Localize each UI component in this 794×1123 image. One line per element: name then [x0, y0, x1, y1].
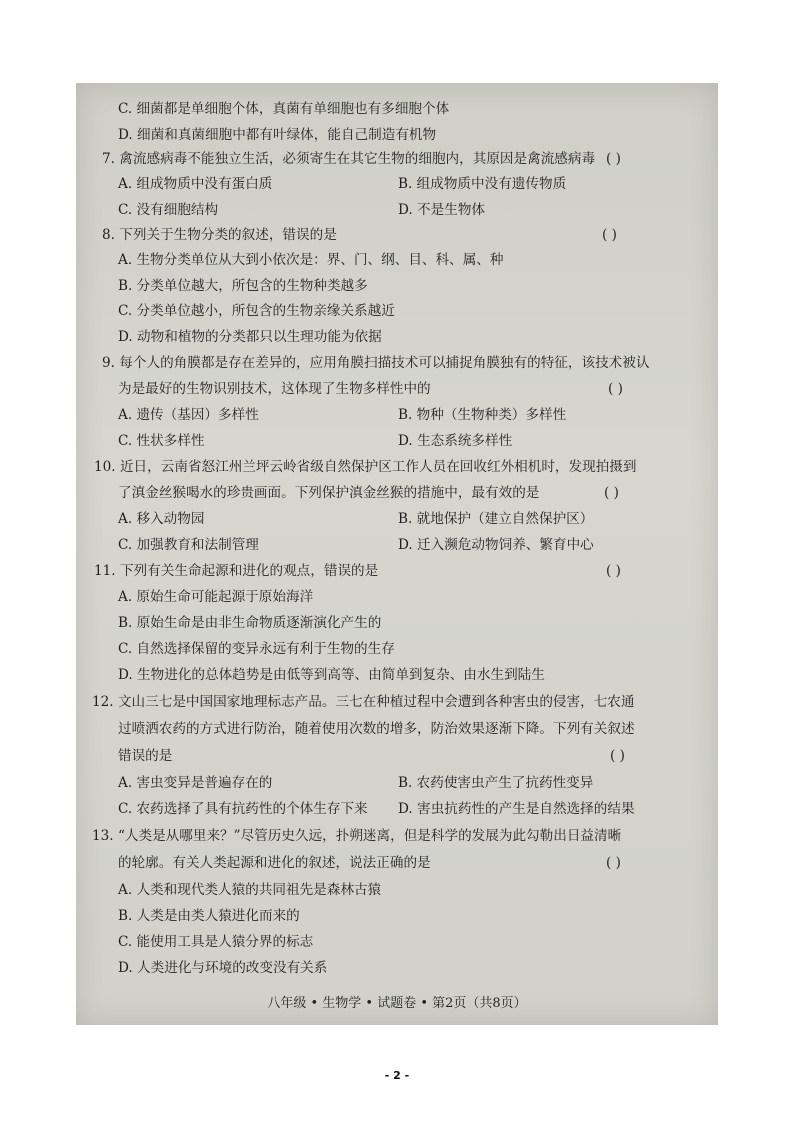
option-a: A. 移入动物园 [118, 511, 205, 527]
option-a: A. 遗传（基因）多样性 [118, 407, 259, 423]
question-9-continued: 为是最好的生物识别技术，这体现了生物多样性中的 [118, 381, 431, 397]
question-13: 13. “人类是从哪里来？”尽管历史久远，扑朔迷离，但是科学的发展为此勾勒出日益清晰 [92, 828, 622, 844]
page-number: - 2 - [384, 1069, 410, 1082]
option-c: C. 能使用工具是人猿分界的标志 [118, 934, 314, 950]
option-b: B. 分类单位越大，所包含的生物种类越多 [118, 278, 368, 294]
option-c: C. 没有细胞结构 [118, 202, 219, 218]
option-a: A. 人类和现代类人猿的共同祖先是森林古猿 [118, 882, 382, 898]
option-c: C. 农药选择了具有抗药性的个体生存下来 [118, 801, 368, 817]
option-a: A. 害虫变异是普遍存在的 [118, 775, 273, 791]
option-c: C. 自然选择保留的变异永远有利于生物的生存 [118, 641, 395, 657]
question-10-continued: 了滇金丝猴喝水的珍贵画面。下列保护滇金丝猴的措施中，最有效的是 [118, 485, 540, 501]
question-12-continued: 错误的是 [118, 748, 173, 764]
answer-bracket: ( ) [606, 563, 621, 579]
option-a: A. 生物分类单位从大到小依次是：界、门、纲、目、科、属、种 [118, 252, 504, 268]
page-footer: 八年级 • 生物学 • 试题卷 • 第2页（共8页） [267, 996, 527, 1011]
option-d: D. 害虫抗药性的产生是自然选择的结果 [398, 801, 635, 817]
option-c: C. 性状多样性 [118, 433, 205, 449]
question-13-continued: 的轮廓。有关人类起源和进化的叙述，说法正确的是 [118, 855, 431, 871]
option-b: B. 人类是由类人猿进化而来的 [118, 908, 300, 924]
option-d: D. 不是生物体 [398, 202, 486, 218]
option-d: D. 动物和植物的分类都只以生理功能为依据 [118, 329, 382, 345]
option-d: D. 生物进化的总体趋势是由低等到高等、由简单到复杂、由水生到陆生 [118, 667, 545, 683]
answer-bracket: ( ) [604, 485, 619, 501]
option-d: D. 人类进化与环境的改变没有关系 [118, 960, 328, 976]
option-a: A. 组成物质中没有蛋白质 [118, 176, 273, 192]
question-7: 7. 禽流感病毒不能独立生活，必须寄生在其它生物的细胞内，其原因是禽流感病毒 [102, 151, 596, 167]
option-b: B. 农药使害虫产生了抗药性变异 [398, 775, 594, 791]
option-c: C. 细菌都是单细胞个体，真菌有单细胞也有多细胞个体 [118, 101, 450, 117]
option-b: B. 就地保护（建立自然保护区） [398, 511, 594, 527]
option-d: D. 细菌和真菌细胞中都有叶绿体，能自己制造有机物 [118, 127, 437, 143]
question-12: 12. 文山三七是中国国家地理标志产品。三七在种植过程中会遭到各种害虫的侵害，七农通 [92, 694, 635, 710]
answer-bracket: ( ) [610, 748, 625, 764]
option-b: B. 物种（生物种类）多样性 [398, 407, 567, 423]
question-11: 11. 下列有关生命起源和进化的观点，错误的是 [94, 563, 379, 579]
question-12-continued: 过喷洒农药的方式进行防治，随着使用次数的增多，防治效果逐渐下降。下列有关叙述 [118, 721, 635, 737]
option-d: D. 生态系统多样性 [398, 433, 513, 449]
exam-page [76, 83, 718, 1025]
question-9: 9. 每个人的角膜都是存在差异的，应用角膜扫描技术可以捕捉角膜独有的特征，该技术被认 [102, 355, 650, 371]
option-d: D. 迁入濒危动物饲养、繁育中心 [398, 537, 594, 553]
option-c: C. 分类单位越小，所包含的生物亲缘关系越近 [118, 303, 395, 319]
question-8: 8. 下列关于生物分类的叙述，错误的是 [102, 227, 337, 243]
option-b: B. 组成物质中没有遗传物质 [398, 176, 567, 192]
answer-bracket: ( ) [608, 381, 623, 397]
question-10: 10. 近日，云南省怒江州兰坪云岭省级自然保护区工作人员在回收红外相机时，发现拍摄到 [94, 459, 637, 475]
answer-bracket: ( ) [602, 227, 617, 243]
option-a: A. 原始生命可能起源于原始海洋 [118, 589, 314, 605]
answer-bracket: ( ) [606, 151, 621, 167]
option-b: B. 原始生命是由非生命物质逐渐演化产生的 [118, 615, 382, 631]
option-c: C. 加强教育和法制管理 [118, 537, 259, 553]
answer-bracket: ( ) [606, 855, 621, 871]
